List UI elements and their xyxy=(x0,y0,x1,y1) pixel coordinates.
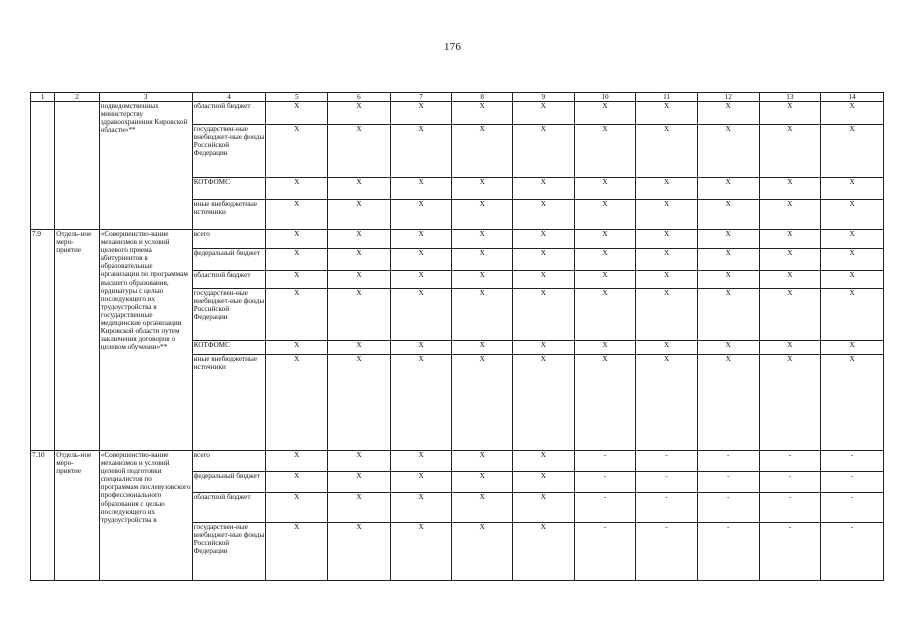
value-cell: X xyxy=(636,289,698,341)
header-cell: 5 xyxy=(266,93,328,102)
header-cell: 6 xyxy=(328,93,391,102)
value-cell: X xyxy=(452,451,513,472)
value-cell: X xyxy=(821,178,884,200)
value-cell: X xyxy=(759,230,821,249)
value-cell: X xyxy=(452,341,513,355)
value-cell: X xyxy=(636,341,698,355)
value-cell: X xyxy=(328,178,391,200)
value-cell: X xyxy=(513,249,575,271)
value-cell: X xyxy=(390,451,452,472)
value-cell: X xyxy=(452,472,513,493)
value-cell: X xyxy=(513,230,575,249)
value-cell: X xyxy=(636,178,698,200)
item-description: «Совершенство-вание механизмов и условий целевого приема абитуриентов в образовательные организации по программам высшего образования, ординатуры с целью последующего их трудоустройства в государственные медицинские организации Кировской области путем заключения договоров о целевом обучении»** xyxy=(99,230,192,451)
table-row xyxy=(31,102,884,125)
value-cell: X xyxy=(759,355,821,451)
item-number: 7.10 xyxy=(31,451,55,581)
value-cell: X xyxy=(390,178,452,200)
value-cell: - xyxy=(636,451,698,472)
value-cell: X xyxy=(266,355,328,451)
value-cell: X xyxy=(266,451,328,472)
value-cell: X xyxy=(574,355,636,451)
header-cell: 7 xyxy=(390,93,452,102)
value-cell: X xyxy=(759,289,821,341)
value-cell: X xyxy=(452,355,513,451)
value-cell: X xyxy=(390,249,452,271)
value-cell: X xyxy=(390,472,452,493)
funding-source: областной бюджет xyxy=(192,493,266,523)
value-cell: X xyxy=(574,178,636,200)
value-cell: - xyxy=(697,523,759,581)
value-cell: - xyxy=(821,523,884,581)
value-cell: X xyxy=(390,230,452,249)
value-cell: X xyxy=(574,125,636,178)
value-cell: X xyxy=(328,125,391,178)
value-cell: X xyxy=(697,200,759,230)
funding-source: государствен-ные внебюджет-ные фонды Российской Федерации xyxy=(192,125,266,178)
value-cell: X xyxy=(697,289,759,341)
header-cell: 8 xyxy=(452,93,513,102)
value-cell: X xyxy=(452,102,513,125)
value-cell: X xyxy=(636,102,698,125)
value-cell: X xyxy=(266,249,328,271)
value-cell: X xyxy=(513,493,575,523)
value-cell: X xyxy=(328,472,391,493)
value-cell: X xyxy=(574,341,636,355)
value-cell: X xyxy=(328,289,391,341)
table-row xyxy=(31,230,884,249)
value-cell: - xyxy=(759,493,821,523)
item-number: 7.9 xyxy=(31,230,55,451)
value-cell: X xyxy=(390,341,452,355)
value-cell: - xyxy=(574,493,636,523)
value-cell: X xyxy=(513,271,575,289)
value-cell: - xyxy=(636,493,698,523)
value-cell: X xyxy=(328,230,391,249)
value-cell: - xyxy=(821,451,884,472)
value-cell: X xyxy=(452,523,513,581)
value-cell: - xyxy=(759,523,821,581)
value-cell: - xyxy=(636,472,698,493)
value-cell: - xyxy=(697,472,759,493)
value-cell: X xyxy=(821,341,884,355)
header-cell: 14 xyxy=(821,93,884,102)
funding-source: федеральный бюджет xyxy=(192,472,266,493)
value-cell: X xyxy=(390,271,452,289)
value-cell: X xyxy=(452,230,513,249)
value-cell: X xyxy=(574,249,636,271)
value-cell: X xyxy=(452,125,513,178)
value-cell: X xyxy=(821,230,884,249)
value-cell: X xyxy=(452,178,513,200)
value-cell: X xyxy=(821,271,884,289)
item-type: Отдель-ное меро-приятие xyxy=(55,451,99,581)
value-cell: X xyxy=(452,289,513,341)
value-cell: - xyxy=(574,523,636,581)
value-cell: X xyxy=(574,200,636,230)
value-cell: X xyxy=(821,125,884,178)
value-cell: - xyxy=(697,493,759,523)
funding-source: всего xyxy=(192,230,266,249)
header-cell: 13 xyxy=(759,93,821,102)
value-cell: X xyxy=(513,472,575,493)
page-number: 176 xyxy=(443,41,462,53)
value-cell: X xyxy=(328,200,391,230)
value-cell: X xyxy=(390,523,452,581)
value-cell: X xyxy=(636,355,698,451)
value-cell: X xyxy=(390,289,452,341)
value-cell: X xyxy=(759,200,821,230)
value-cell: X xyxy=(328,249,391,271)
value-cell: X xyxy=(697,271,759,289)
value-cell: X xyxy=(697,355,759,451)
header-cell: 9 xyxy=(513,93,575,102)
value-cell: X xyxy=(266,493,328,523)
funding-source: иные внебюджетные источники xyxy=(192,200,266,230)
value-cell: - xyxy=(759,472,821,493)
header-row xyxy=(31,93,884,102)
funding-source: государствен-ные внебюджет-ные фонды Российской Федерации xyxy=(192,523,266,581)
header-cell: 12 xyxy=(697,93,759,102)
value-cell: X xyxy=(513,289,575,341)
value-cell: X xyxy=(513,200,575,230)
value-cell: X xyxy=(452,249,513,271)
value-cell: X xyxy=(759,249,821,271)
value-cell: X xyxy=(513,178,575,200)
value-cell: X xyxy=(513,451,575,472)
value-cell: X xyxy=(390,493,452,523)
value-cell: X xyxy=(574,289,636,341)
value-cell: X xyxy=(266,102,328,125)
value-cell: X xyxy=(759,271,821,289)
value-cell: X xyxy=(574,102,636,125)
funding-source: иные внебюджетные источники xyxy=(192,355,266,451)
value-cell: X xyxy=(697,102,759,125)
value-cell: X xyxy=(266,200,328,230)
value-cell: - xyxy=(636,523,698,581)
value-cell: X xyxy=(821,102,884,125)
item-number xyxy=(31,102,55,230)
value-cell: X xyxy=(759,178,821,200)
header-cell: 10 xyxy=(574,93,636,102)
item-type xyxy=(55,102,99,230)
value-cell: X xyxy=(328,341,391,355)
header-cell: 4 xyxy=(192,93,266,102)
value-cell: X xyxy=(513,102,575,125)
funding-source: всего xyxy=(192,451,266,472)
budget-table xyxy=(30,92,884,581)
header-cell: 2 xyxy=(55,93,99,102)
value-cell: - xyxy=(697,451,759,472)
value-cell: X xyxy=(266,341,328,355)
value-cell: X xyxy=(821,200,884,230)
value-cell: X xyxy=(636,271,698,289)
value-cell: - xyxy=(759,451,821,472)
value-cell: X xyxy=(513,125,575,178)
item-type: Отдель-ное меро-приятие xyxy=(55,230,99,451)
value-cell: X xyxy=(452,493,513,523)
value-cell: - xyxy=(821,493,884,523)
funding-source: областной бюджет xyxy=(192,102,266,125)
header-cell: 3 xyxy=(99,93,192,102)
value-cell: X xyxy=(266,230,328,249)
value-cell: X xyxy=(697,178,759,200)
value-cell: - xyxy=(574,472,636,493)
table-row xyxy=(31,451,884,472)
value-cell: X xyxy=(328,355,391,451)
value-cell: X xyxy=(266,472,328,493)
value-cell: X xyxy=(759,102,821,125)
header-cell: 11 xyxy=(636,93,698,102)
value-cell: X xyxy=(759,125,821,178)
value-cell: X xyxy=(266,271,328,289)
value-cell: X xyxy=(266,289,328,341)
value-cell: X xyxy=(636,230,698,249)
value-cell: X xyxy=(390,355,452,451)
value-cell: X xyxy=(328,102,391,125)
funding-source: КОТФОМС xyxy=(192,341,266,355)
value-cell: - xyxy=(574,451,636,472)
item-description: «Совершенство-вание механизмов и условий целевой подготовки специалистов по программам послевузовского профессионального образования с целью последующего их трудоустройства в xyxy=(99,451,192,581)
funding-source: КОТФОМС xyxy=(192,178,266,200)
value-cell: X xyxy=(266,125,328,178)
value-cell: X xyxy=(390,125,452,178)
value-cell: X xyxy=(452,271,513,289)
value-cell: - xyxy=(821,472,884,493)
item-description: подведомственных министерству здравоохранения Кировской области»** xyxy=(99,102,192,230)
value-cell: X xyxy=(390,102,452,125)
value-cell: X xyxy=(266,523,328,581)
value-cell: X xyxy=(697,341,759,355)
header-cell: 1 xyxy=(31,93,55,102)
value-cell: X xyxy=(636,249,698,271)
funding-source: областной бюджет xyxy=(192,271,266,289)
value-cell: X xyxy=(636,200,698,230)
funding-source: государствен-ные внебюджет-ные фонды Российской Федерации xyxy=(192,289,266,341)
value-cell: X xyxy=(452,200,513,230)
value-cell: X xyxy=(697,249,759,271)
value-cell: X xyxy=(328,493,391,523)
value-cell: X xyxy=(697,125,759,178)
value-cell: X xyxy=(328,523,391,581)
value-cell: X xyxy=(328,451,391,472)
value-cell: X xyxy=(821,289,884,341)
funding-source: федеральный бюджет xyxy=(192,249,266,271)
value-cell: X xyxy=(821,249,884,271)
value-cell: X xyxy=(574,230,636,249)
value-cell: X xyxy=(328,271,391,289)
value-cell: X xyxy=(821,355,884,451)
value-cell: X xyxy=(759,341,821,355)
value-cell: X xyxy=(513,355,575,451)
value-cell: X xyxy=(513,523,575,581)
value-cell: X xyxy=(636,125,698,178)
value-cell: X xyxy=(513,341,575,355)
value-cell: X xyxy=(266,178,328,200)
value-cell: X xyxy=(697,230,759,249)
value-cell: X xyxy=(574,271,636,289)
value-cell: X xyxy=(390,200,452,230)
